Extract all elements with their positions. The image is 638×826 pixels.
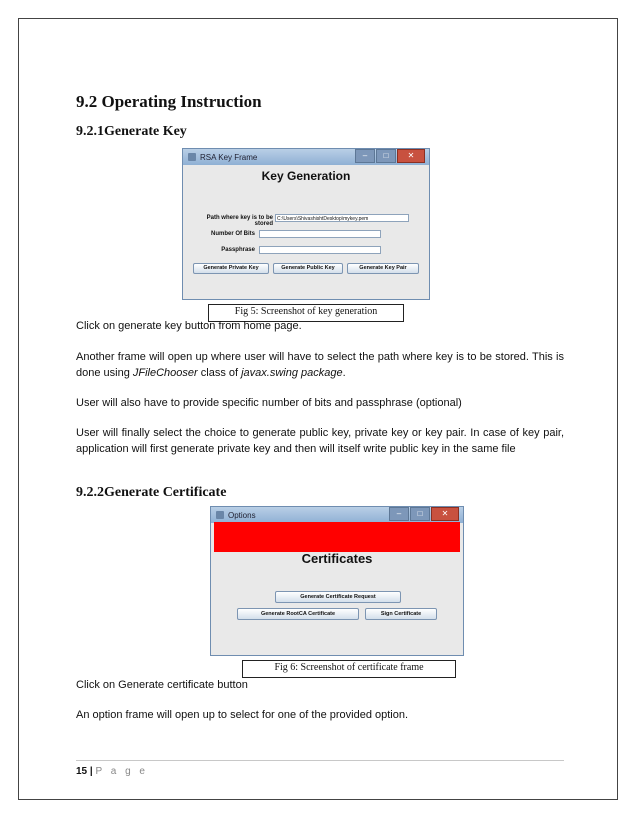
certificates-heading: Certificates [301,551,373,566]
maximize-icon[interactable]: □ [410,507,430,521]
generate-key-pair-button[interactable]: Generate Key Pair [347,263,419,274]
window-titlebar [183,149,429,165]
generate-public-key-button[interactable]: Generate Public Key [273,263,343,274]
passphrase-input[interactable] [259,246,381,254]
figure-caption-5: Fig 5: Screenshot of key generation [208,304,404,322]
close-icon[interactable]: ✕ [431,507,459,521]
java-app-icon [188,153,196,161]
generate-rootca-certificate-button[interactable]: Generate RootCA Certificate [237,608,359,620]
key-frame-window [182,148,430,300]
footer-divider [76,760,564,761]
path-label: Path where key is to be stored [206,215,273,227]
generate-private-key-button[interactable]: Generate Private Key [193,263,269,274]
paragraph-option-frame: An option frame will open up to select for one of the provided option. [76,709,409,721]
paragraph-bits-passphrase: User will also have to provide specific number of bits and passphrase (optional) [76,397,462,409]
bits-label: Number Of Bits [210,231,255,237]
paragraph-key-choice: User will finally select the choice to generate public key, private key or key pair. In case of key pair, application will first generate private key and then will itself write public key in the same file [76,427,564,455]
close-icon[interactable]: ✕ [397,149,425,163]
minimize-icon[interactable]: – [389,507,409,521]
page-footer: 15 | P a g e [76,766,148,777]
passphrase-label: Passphrase [221,247,255,253]
key-generation-heading: Key Generation [261,169,351,183]
minimize-icon[interactable]: – [355,149,375,163]
window-title: RSA Key Frame [200,152,258,162]
window-titlebar [211,507,463,523]
figure-caption-6: Fig 6: Screenshot of certificate frame [242,660,456,678]
maximize-icon[interactable]: □ [376,149,396,163]
java-app-icon [216,511,224,519]
generate-certificate-request-button[interactable]: Generate Certificate Request [275,591,401,603]
window-title: Options [228,510,256,520]
path-input[interactable]: C:\Users\ShivashishtDesktop\mykey.pem [275,214,409,222]
paragraph-file-chooser: Another frame will open up where user will have to select the path where key is to be stored. This is done using JFileChooser class of javax.swing package. [76,351,564,379]
subsection-title-generate-key: 9.2.1Generate Key [76,124,187,139]
paragraph-click-generate-key: Click on generate key button from home page. [76,320,302,332]
options-window [210,506,464,656]
section-title: 9.2 Operating Instruction [76,92,262,111]
page-word: P a g e [95,766,148,777]
page-number: 15 [76,766,88,777]
subsection-title-generate-certificate: 9.2.2Generate Certificate [76,485,227,500]
bits-input[interactable] [259,230,381,238]
red-banner [214,522,460,552]
sign-certificate-button[interactable]: Sign Certificate [365,608,437,620]
paragraph-click-generate-certificate: Click on Generate certificate button [76,679,248,691]
